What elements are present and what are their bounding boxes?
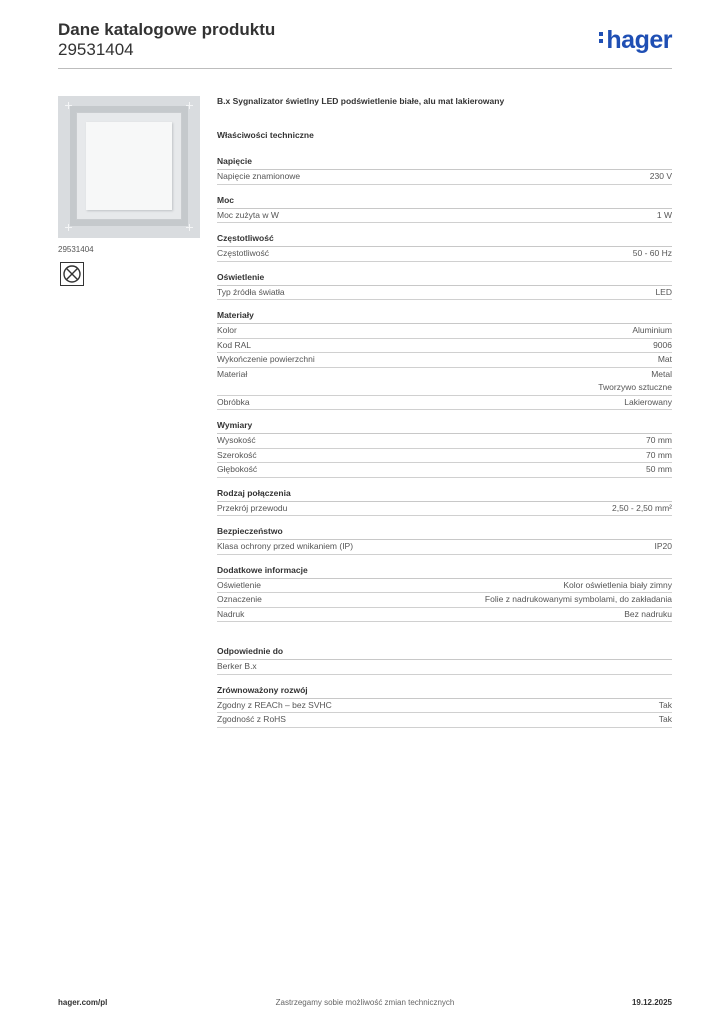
spec-value: 70 mm [646, 435, 672, 445]
spec-groups [217, 156, 672, 622]
footer-url: hager.com/pl [58, 998, 108, 1007]
spec-row [217, 699, 672, 714]
spec-label: Kolor [217, 325, 237, 335]
spec-row [217, 608, 672, 623]
spec-value: 50 - 60 Hz [632, 248, 672, 258]
spec-row [217, 434, 672, 449]
spec-group [217, 685, 672, 728]
spec-group [217, 526, 672, 555]
spec-label: Nadruk [217, 608, 245, 619]
spec-label: Szerokość [217, 449, 257, 460]
spec-value: 70 mm [646, 449, 672, 460]
spec-label: Wysokość [217, 435, 256, 445]
spec-value: 1 W [656, 209, 672, 220]
screw-mark-icon [65, 102, 72, 109]
spec-row [217, 713, 672, 728]
spec-label: Częstotliwość [217, 248, 269, 258]
group-title: Oświetlenie [217, 272, 672, 286]
spec-label: Oznaczenie [217, 594, 262, 604]
group-title: Częstotliwość [217, 233, 672, 247]
spec-row [217, 396, 672, 411]
spec-row [217, 660, 672, 675]
spec-label: Przekrój przewodu [217, 502, 288, 513]
spec-group [217, 420, 672, 478]
product-code: 29531404 [58, 40, 134, 59]
spec-group [217, 488, 672, 517]
header-divider [58, 68, 672, 69]
product-specs [217, 96, 672, 738]
spec-value: Metal Tworzywo sztuczne [598, 368, 672, 392]
spec-row [217, 170, 672, 185]
spec-value: 50 mm [646, 464, 672, 474]
spec-group [217, 272, 672, 301]
spec-value: Tak [658, 699, 672, 710]
spec-row [217, 324, 672, 339]
lamp-symbol-icon [60, 262, 84, 286]
spec-row [217, 247, 672, 262]
group-title: Odpowiednie do [217, 646, 672, 660]
group-title: Rodzaj połączenia [217, 488, 672, 502]
spec-label: Moc zużyta w W [217, 209, 279, 220]
spec-label: Głębokość [217, 464, 258, 474]
group-title: Napięcie [217, 156, 672, 170]
spec-value: Bez nadruku [624, 608, 672, 619]
spec-group [217, 565, 672, 623]
spec-label: Obróbka [217, 396, 250, 407]
spec-row [217, 593, 672, 608]
screw-mark-icon [186, 102, 193, 109]
group-title: Zrównoważony rozwój [217, 685, 672, 699]
screw-mark-icon [65, 224, 72, 231]
group-title: Dodatkowe informacje [217, 565, 672, 579]
spec-row [217, 209, 672, 224]
spec-value: Kolor oświetlenia biały zimny [563, 579, 672, 590]
spec-label: Typ źródła światła [217, 286, 285, 297]
group-title: Moc [217, 195, 672, 209]
extra-groups [217, 646, 672, 728]
page-title: Dane katalogowe produktu [58, 20, 276, 39]
spec-group [217, 233, 672, 262]
spec-group [217, 646, 672, 675]
screw-mark-icon [186, 224, 193, 231]
spec-label: Wykończenie powierzchni [217, 354, 315, 364]
spec-value: 9006 [653, 339, 672, 350]
spec-row [217, 540, 672, 555]
spec-label: Zgodność z RoHS [217, 714, 286, 724]
spec-row [217, 368, 672, 396]
image-caption: 29531404 [58, 245, 94, 254]
spec-label: Berker B.x [217, 661, 257, 671]
product-image [58, 96, 200, 238]
spec-row [217, 463, 672, 478]
page-header [58, 20, 672, 68]
spec-value: 230 V [649, 171, 672, 181]
group-title: Wymiary [217, 420, 672, 434]
group-title: Materiały [217, 310, 672, 324]
spec-label: Klasa ochrony przed wnikaniem (IP) [217, 541, 354, 551]
spec-label: Materiał [217, 368, 248, 379]
spec-value: Mat [657, 354, 672, 364]
spec-label: Oświetlenie [217, 579, 261, 590]
product-title: B.x Sygnalizator świetlny LED podświetlenie białe, alu mat lakierowany [217, 96, 505, 106]
group-title: Bezpieczeństwo [217, 526, 672, 540]
section-title: Właściwości techniczne [217, 130, 314, 140]
hager-logo [599, 26, 672, 55]
spec-value: Folie z nadrukowanymi symbolami, do zakładania [484, 594, 672, 604]
spec-row [217, 449, 672, 464]
spec-row [217, 502, 672, 517]
spec-value: 2,50 - 2,50 mm² [612, 502, 672, 513]
spec-value: Aluminium [632, 325, 672, 335]
spec-value: Tak [658, 714, 672, 724]
footer-date: 19.12.2025 [631, 998, 672, 1007]
footer-note: Zastrzegamy sobie możliwość zmian technicznych [275, 998, 455, 1007]
spec-row [217, 286, 672, 301]
logo-text: hager [606, 26, 672, 54]
spec-label: Napięcie znamionowe [217, 171, 301, 181]
spec-value: Lakierowany [624, 396, 672, 407]
spec-value: IP20 [654, 541, 672, 551]
spec-group [217, 195, 672, 224]
spec-row [217, 339, 672, 354]
spec-value: LED [655, 286, 672, 297]
product-cover [86, 122, 172, 210]
spec-label: Kod RAL [217, 339, 252, 350]
spec-label: Zgodny z REACh – bez SVHC [217, 699, 332, 710]
spec-group [217, 156, 672, 185]
spec-row [217, 579, 672, 594]
spec-row [217, 353, 672, 368]
spec-group [217, 310, 672, 410]
